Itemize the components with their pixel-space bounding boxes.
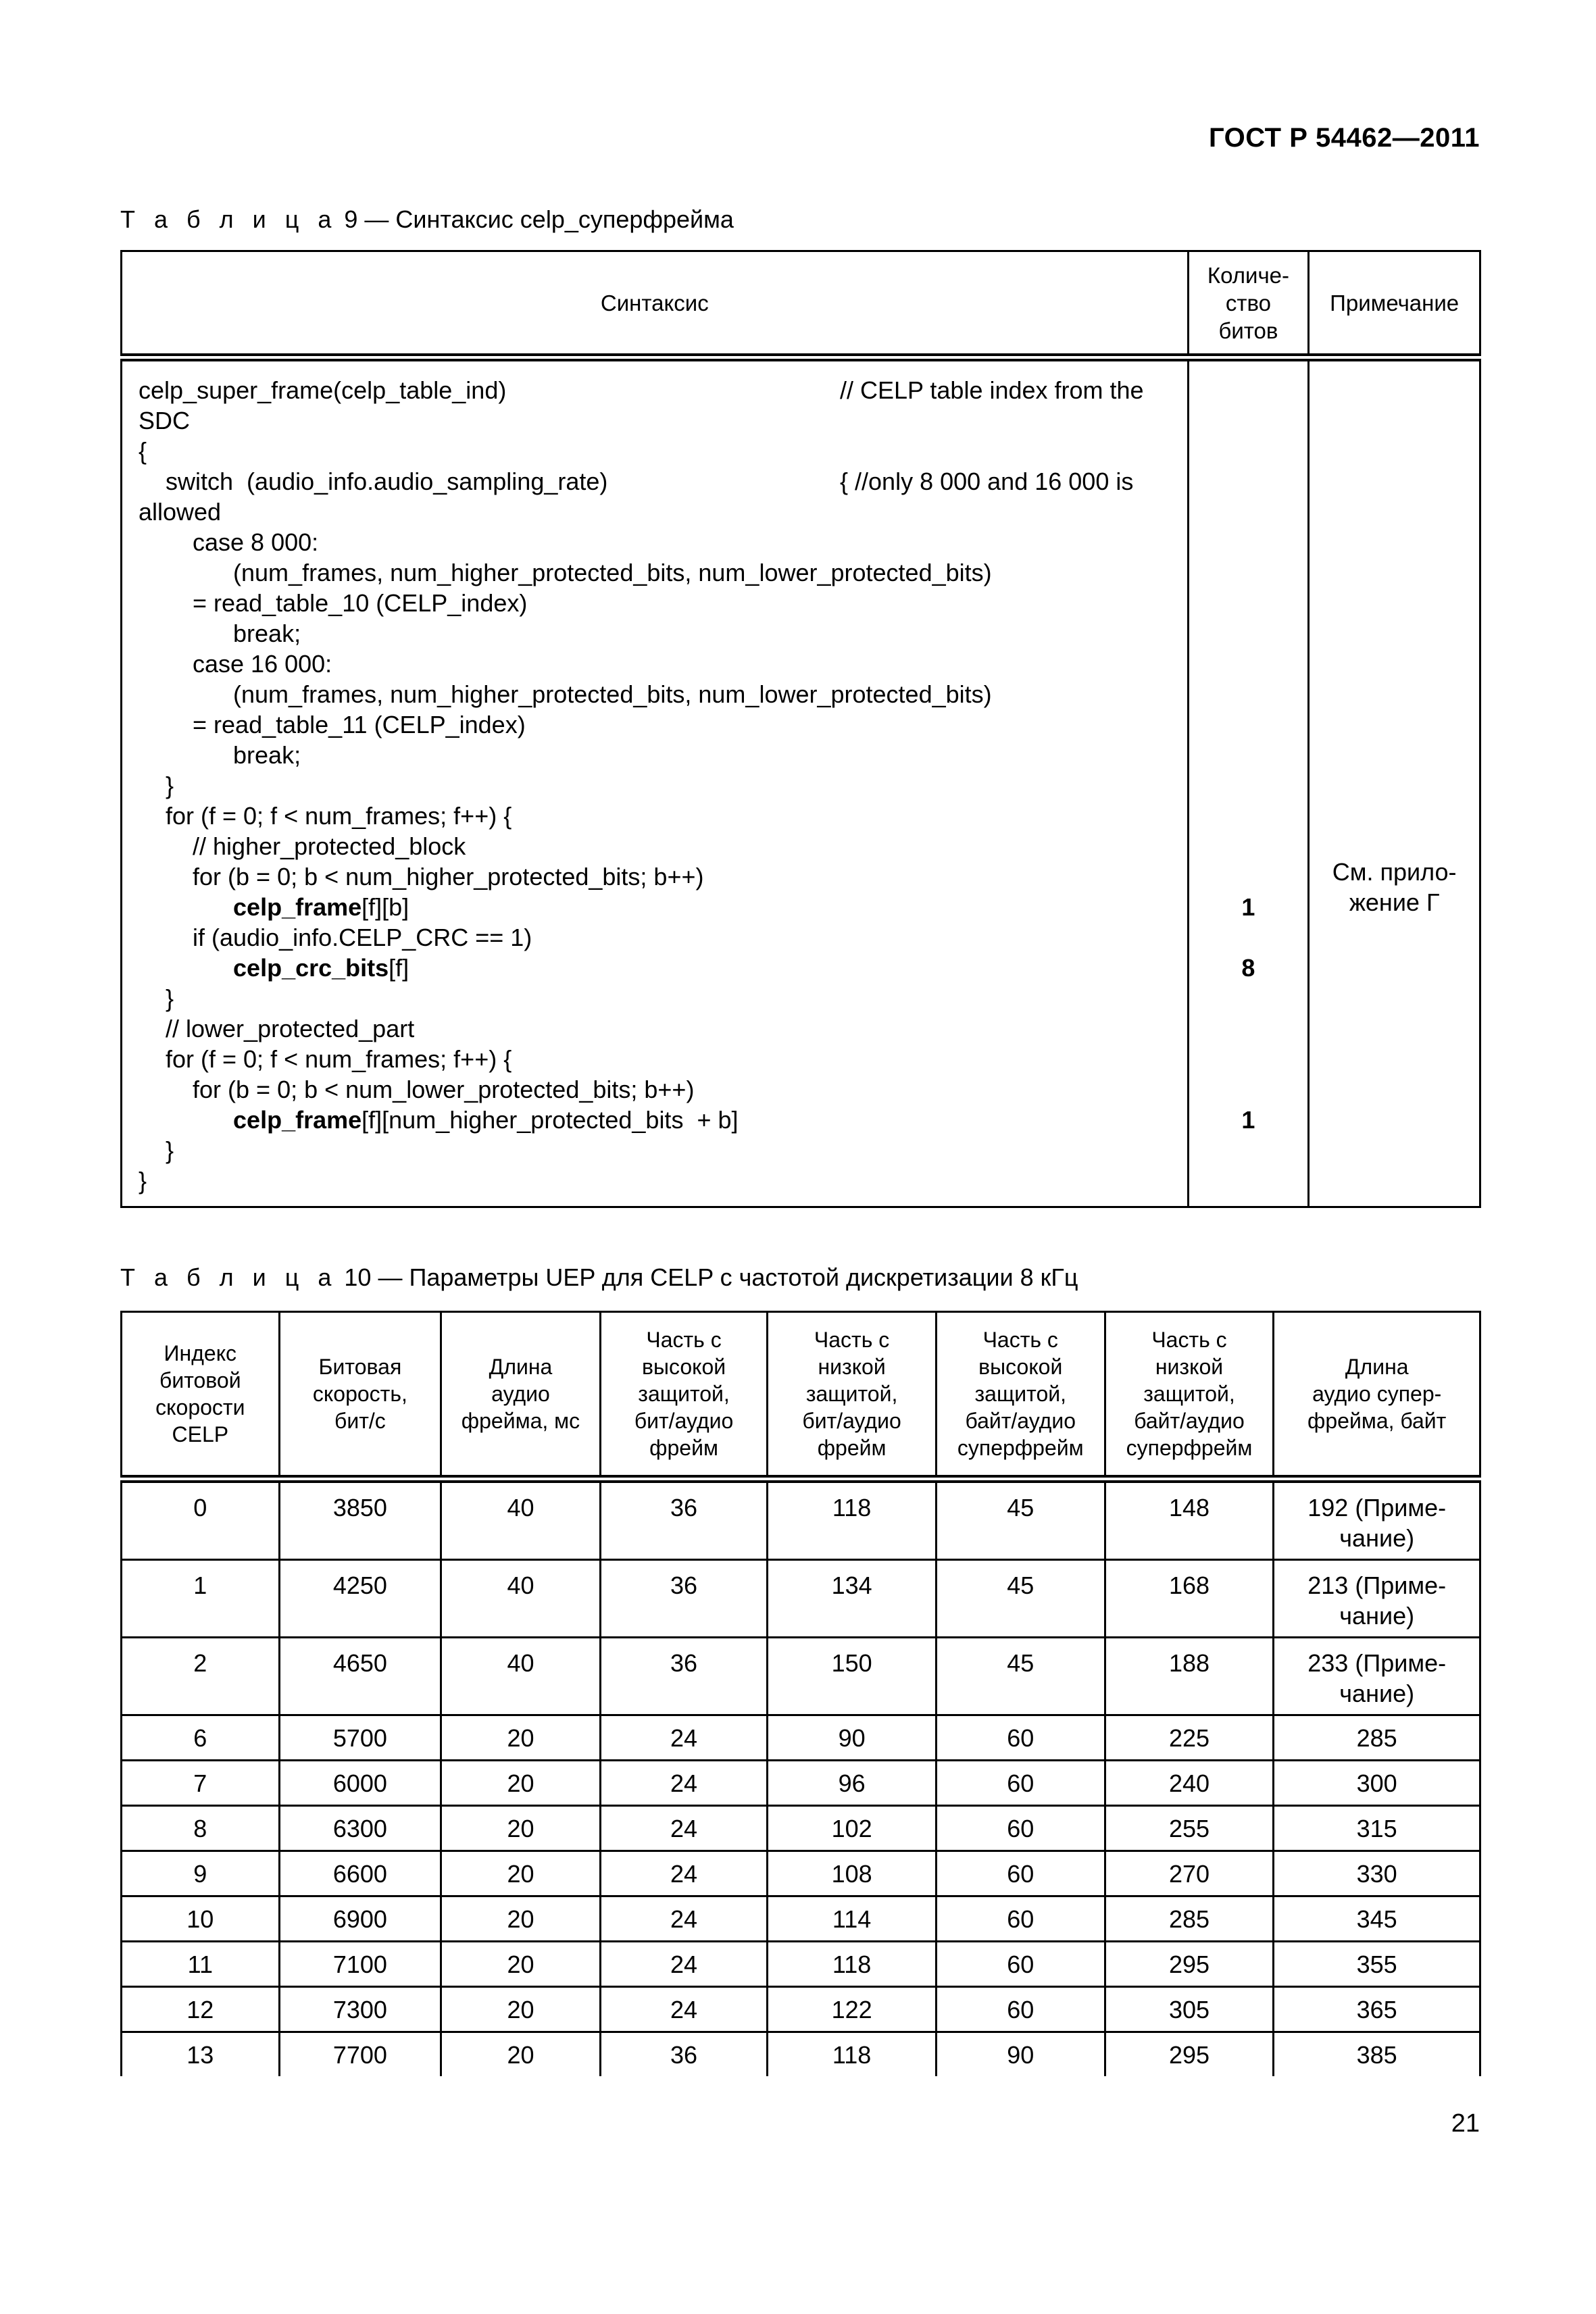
table-9-note-line-1: См. прило- [1332,858,1457,886]
table-cell: 7700 [279,2032,441,2077]
table-cell: 134 [768,1560,937,1638]
table-cell: 20 [441,1942,601,1987]
table-cell: 36 [600,1638,768,1715]
table-cell: 295 [1105,2032,1274,2077]
table-cell: 7100 [279,1942,441,1987]
table-cell: 9 [122,1851,280,1896]
table-9-bits-cell [1188,357,1309,1207]
table-cell: 24 [600,1987,768,2032]
table-9-header-bits: Количе- ство битов [1188,251,1309,358]
syntax-text: (num_frames, num_higher_protected_bits, num_lower_protected_bits) [139,559,992,586]
table-cell: 295 [1105,1942,1274,1987]
table-cell: 60 [936,1896,1105,1942]
table-10-header-cell: Битовая скорость, бит/с [279,1312,441,1480]
table-cell: 285 [1105,1896,1274,1942]
syntax-line [139,1013,1187,1044]
table-cell: 192 (Приме- чание) [1274,1479,1480,1560]
syntax-line [139,588,1187,618]
table-cell: 270 [1105,1851,1274,1896]
table-cell: 20 [441,1851,601,1896]
table-cell: 24 [600,1761,768,1806]
table-row [122,1560,1480,1638]
table-row [122,1987,1480,2032]
syntax-line [139,405,1187,436]
table-cell: 20 [441,1896,601,1942]
syntax-text: // higher_protected_block [139,832,466,860]
table-cell: 225 [1105,1715,1274,1761]
syntax-text: = read_table_10 (CELP_index) [139,589,528,617]
table-cell: 7300 [279,1987,441,2032]
syntax-line [139,922,1187,953]
table-row [122,1479,1480,1560]
syntax-element-index: [f][b] [361,893,409,921]
table-cell: 118 [768,1942,937,1987]
table-row [122,2032,1480,2077]
table-cell: 12 [122,1987,280,2032]
table-cell: 148 [1105,1479,1274,1560]
table-9-caption-label: Т а б л и ц а [120,205,338,233]
syntax-text: (num_frames, num_higher_protected_bits, num_lower_protected_bits) [139,680,992,708]
table-cell: 345 [1274,1896,1480,1942]
table-cell: 213 (Приме- чание) [1274,1560,1480,1638]
bits-count: 1 [1241,1106,1255,1134]
syntax-text: if (audio_info.CELP_CRC == 1) [139,924,532,951]
table-10-caption-text: 10 — Параметры UEP для CELP с частотой дискретизации 8 кГц [337,1263,1078,1291]
syntax-line [139,679,1187,709]
syntax-text: for (b = 0; b < num_lower_protected_bits; b++) [139,1076,695,1103]
table-row [122,1761,1480,1806]
table-9-caption-text: 9 — Синтаксис celp_суперфрейма [337,205,734,233]
syntax-line [139,831,1187,861]
table-cell: 10 [122,1896,280,1942]
table-cell: 240 [1105,1761,1274,1806]
table-cell: 20 [441,1987,601,2032]
table-9-header-note: Примечание [1309,251,1480,358]
syntax-line [139,861,1187,892]
table-cell: 122 [768,1987,937,2032]
table-cell: 45 [936,1479,1105,1560]
syntax-text: for (f = 0; f < num_frames; f++) { [139,1045,512,1073]
syntax-text: for (f = 0; f < num_frames; f++) { [139,802,512,830]
syntax-text: for (b = 0; b < num_higher_protected_bits; b++) [139,863,704,890]
table-cell: 6900 [279,1896,441,1942]
table-cell: 285 [1274,1715,1480,1761]
table-10-header-cell: Часть с низкой защитой, байт/аудио суперфрейм [1105,1312,1274,1480]
table-cell: 40 [441,1560,601,1638]
table-cell: 45 [936,1560,1105,1638]
table-9-note-line-2: жение Г [1349,888,1440,916]
table-row [122,1851,1480,1896]
bits-count: 8 [1241,954,1255,982]
syntax-comment: { //only 8 000 and 16 000 is [840,468,1134,495]
syntax-line [139,892,1187,922]
syntax-line [139,1165,1187,1196]
table-10-header-cell: Часть с высокой защитой, бит/аудио фрейм [600,1312,768,1480]
table-cell: 255 [1105,1806,1274,1851]
table-cell: 1 [122,1560,280,1638]
table-cell: 20 [441,2032,601,2077]
table-cell: 114 [768,1896,937,1942]
table-cell: 2 [122,1638,280,1715]
table-cell: 40 [441,1479,601,1560]
syntax-indent [139,954,233,982]
syntax-text: break; [139,741,301,769]
table-cell: 20 [441,1761,601,1806]
document-standard-id: ГОСТ Р 54462—2011 [1209,123,1480,153]
table-cell: 36 [600,2032,768,2077]
table-9-caption [120,205,734,234]
table-cell: 365 [1274,1987,1480,2032]
syntax-text: } [139,1136,174,1164]
syntax-text: } [139,1167,147,1194]
table-cell: 24 [600,1806,768,1851]
table-cell: 300 [1274,1761,1480,1806]
syntax-element-index: [f][num_higher_protected_bits + b] [361,1106,739,1134]
table-10-header-cell: Часть с высокой защитой, байт/аудио суперфрейм [936,1312,1105,1480]
syntax-line [139,1135,1187,1165]
syntax-line [139,953,1187,983]
table-cell: 96 [768,1761,937,1806]
table-cell: 90 [768,1715,937,1761]
syntax-line [139,497,1187,527]
table-cell: 150 [768,1638,937,1715]
syntax-text: SDC [139,407,191,434]
table-cell: 118 [768,2032,937,2077]
table-cell: 3850 [279,1479,441,1560]
table-cell: 20 [441,1715,601,1761]
table-cell: 168 [1105,1560,1274,1638]
table-cell: 36 [600,1479,768,1560]
table-cell: 45 [936,1638,1105,1715]
syntax-indent [139,893,233,921]
table-9-header-syntax: Синтаксис [122,251,1189,358]
table-10-header-cell: Часть с низкой защитой, бит/аудио фрейм [768,1312,937,1480]
syntax-text: } [139,772,174,799]
syntax-text: { [139,437,147,465]
page-number: 21 [1451,2109,1480,2138]
table-cell: 6600 [279,1851,441,1896]
table-cell: 11 [122,1942,280,1987]
table-cell: 108 [768,1851,937,1896]
syntax-line [139,649,1187,679]
table-9-note-cell [1309,357,1480,1207]
syntax-line [139,983,1187,1013]
table-cell: 24 [600,1715,768,1761]
table-10-caption [120,1263,1078,1292]
syntax-line [139,527,1187,557]
syntax-element-name: celp_frame [233,893,362,921]
table-cell: 102 [768,1806,937,1851]
table-row [122,1942,1480,1987]
syntax-text: = read_table_11 (CELP_index) [139,711,526,738]
table-cell: 60 [936,1761,1105,1806]
table-cell: 60 [936,1942,1105,1987]
table-10-header-cell: Длина аудио фрейма, мс [441,1312,601,1480]
table-cell: 385 [1274,2032,1480,2077]
syntax-line [139,436,1187,466]
table-cell: 305 [1105,1987,1274,2032]
syntax-element-name: celp_frame [233,1106,362,1134]
table-cell: 13 [122,2032,280,2077]
table-cell: 233 (Приме- чание) [1274,1638,1480,1715]
table-cell: 5700 [279,1715,441,1761]
table-cell: 60 [936,1851,1105,1896]
table-row [122,1715,1480,1761]
syntax-element-index: [f] [389,954,409,982]
syntax-text: } [139,984,174,1012]
table-10-caption-label: Т а б л и ц а [120,1263,338,1291]
syntax-element-name: celp_crc_bits [233,954,389,982]
table-cell: 20 [441,1806,601,1851]
table-cell: 40 [441,1638,601,1715]
table-cell: 355 [1274,1942,1480,1987]
syntax-text: allowed [139,498,222,526]
table-10-header-cell: Длина аудио супер- фрейма, байт [1274,1312,1480,1480]
table-cell: 24 [600,1896,768,1942]
table-9-syntax [120,250,1481,1208]
table-cell: 60 [936,1806,1105,1851]
table-row [122,1806,1480,1851]
table-10-uep-parameters [120,1311,1481,2076]
syntax-line [139,466,1187,497]
syntax-line [139,375,1187,405]
table-cell: 330 [1274,1851,1480,1896]
table-cell: 90 [936,2032,1105,2077]
table-cell: 7 [122,1761,280,1806]
syntax-line [139,770,1187,801]
syntax-text: break; [139,620,301,647]
table-cell: 24 [600,1942,768,1987]
table-row [122,1638,1480,1715]
table-cell: 6300 [279,1806,441,1851]
table-cell: 60 [936,1987,1105,2032]
syntax-line [139,1044,1187,1074]
syntax-text: case 8 000: [139,528,319,556]
syntax-line [139,709,1187,740]
syntax-text: celp_super_frame(celp_table_ind) [139,376,507,404]
table-cell: 315 [1274,1806,1480,1851]
table-9-syntax-cell [122,357,1189,1207]
syntax-text: switch (audio_info.audio_sampling_rate) [139,468,608,495]
syntax-line [139,1105,1187,1135]
table-cell: 6000 [279,1761,441,1806]
syntax-line [139,740,1187,770]
syntax-line [139,1074,1187,1105]
table-10-header-cell: Индекс битовой скорости CELP [122,1312,280,1480]
table-cell: 60 [936,1715,1105,1761]
table-cell: 118 [768,1479,937,1560]
table-cell: 4250 [279,1560,441,1638]
table-cell: 0 [122,1479,280,1560]
table-row [122,1896,1480,1942]
table-cell: 4650 [279,1638,441,1715]
table-cell: 24 [600,1851,768,1896]
syntax-text: case 16 000: [139,650,332,678]
syntax-comment: // CELP table index from the [840,376,1144,404]
syntax-text: // lower_protected_part [139,1015,415,1042]
syntax-line [139,557,1187,588]
table-cell: 188 [1105,1638,1274,1715]
table-cell: 36 [600,1560,768,1638]
syntax-indent [139,1106,233,1134]
table-cell: 6 [122,1715,280,1761]
syntax-line [139,618,1187,649]
syntax-line [139,801,1187,831]
table-cell: 8 [122,1806,280,1851]
bits-count: 1 [1241,893,1255,921]
